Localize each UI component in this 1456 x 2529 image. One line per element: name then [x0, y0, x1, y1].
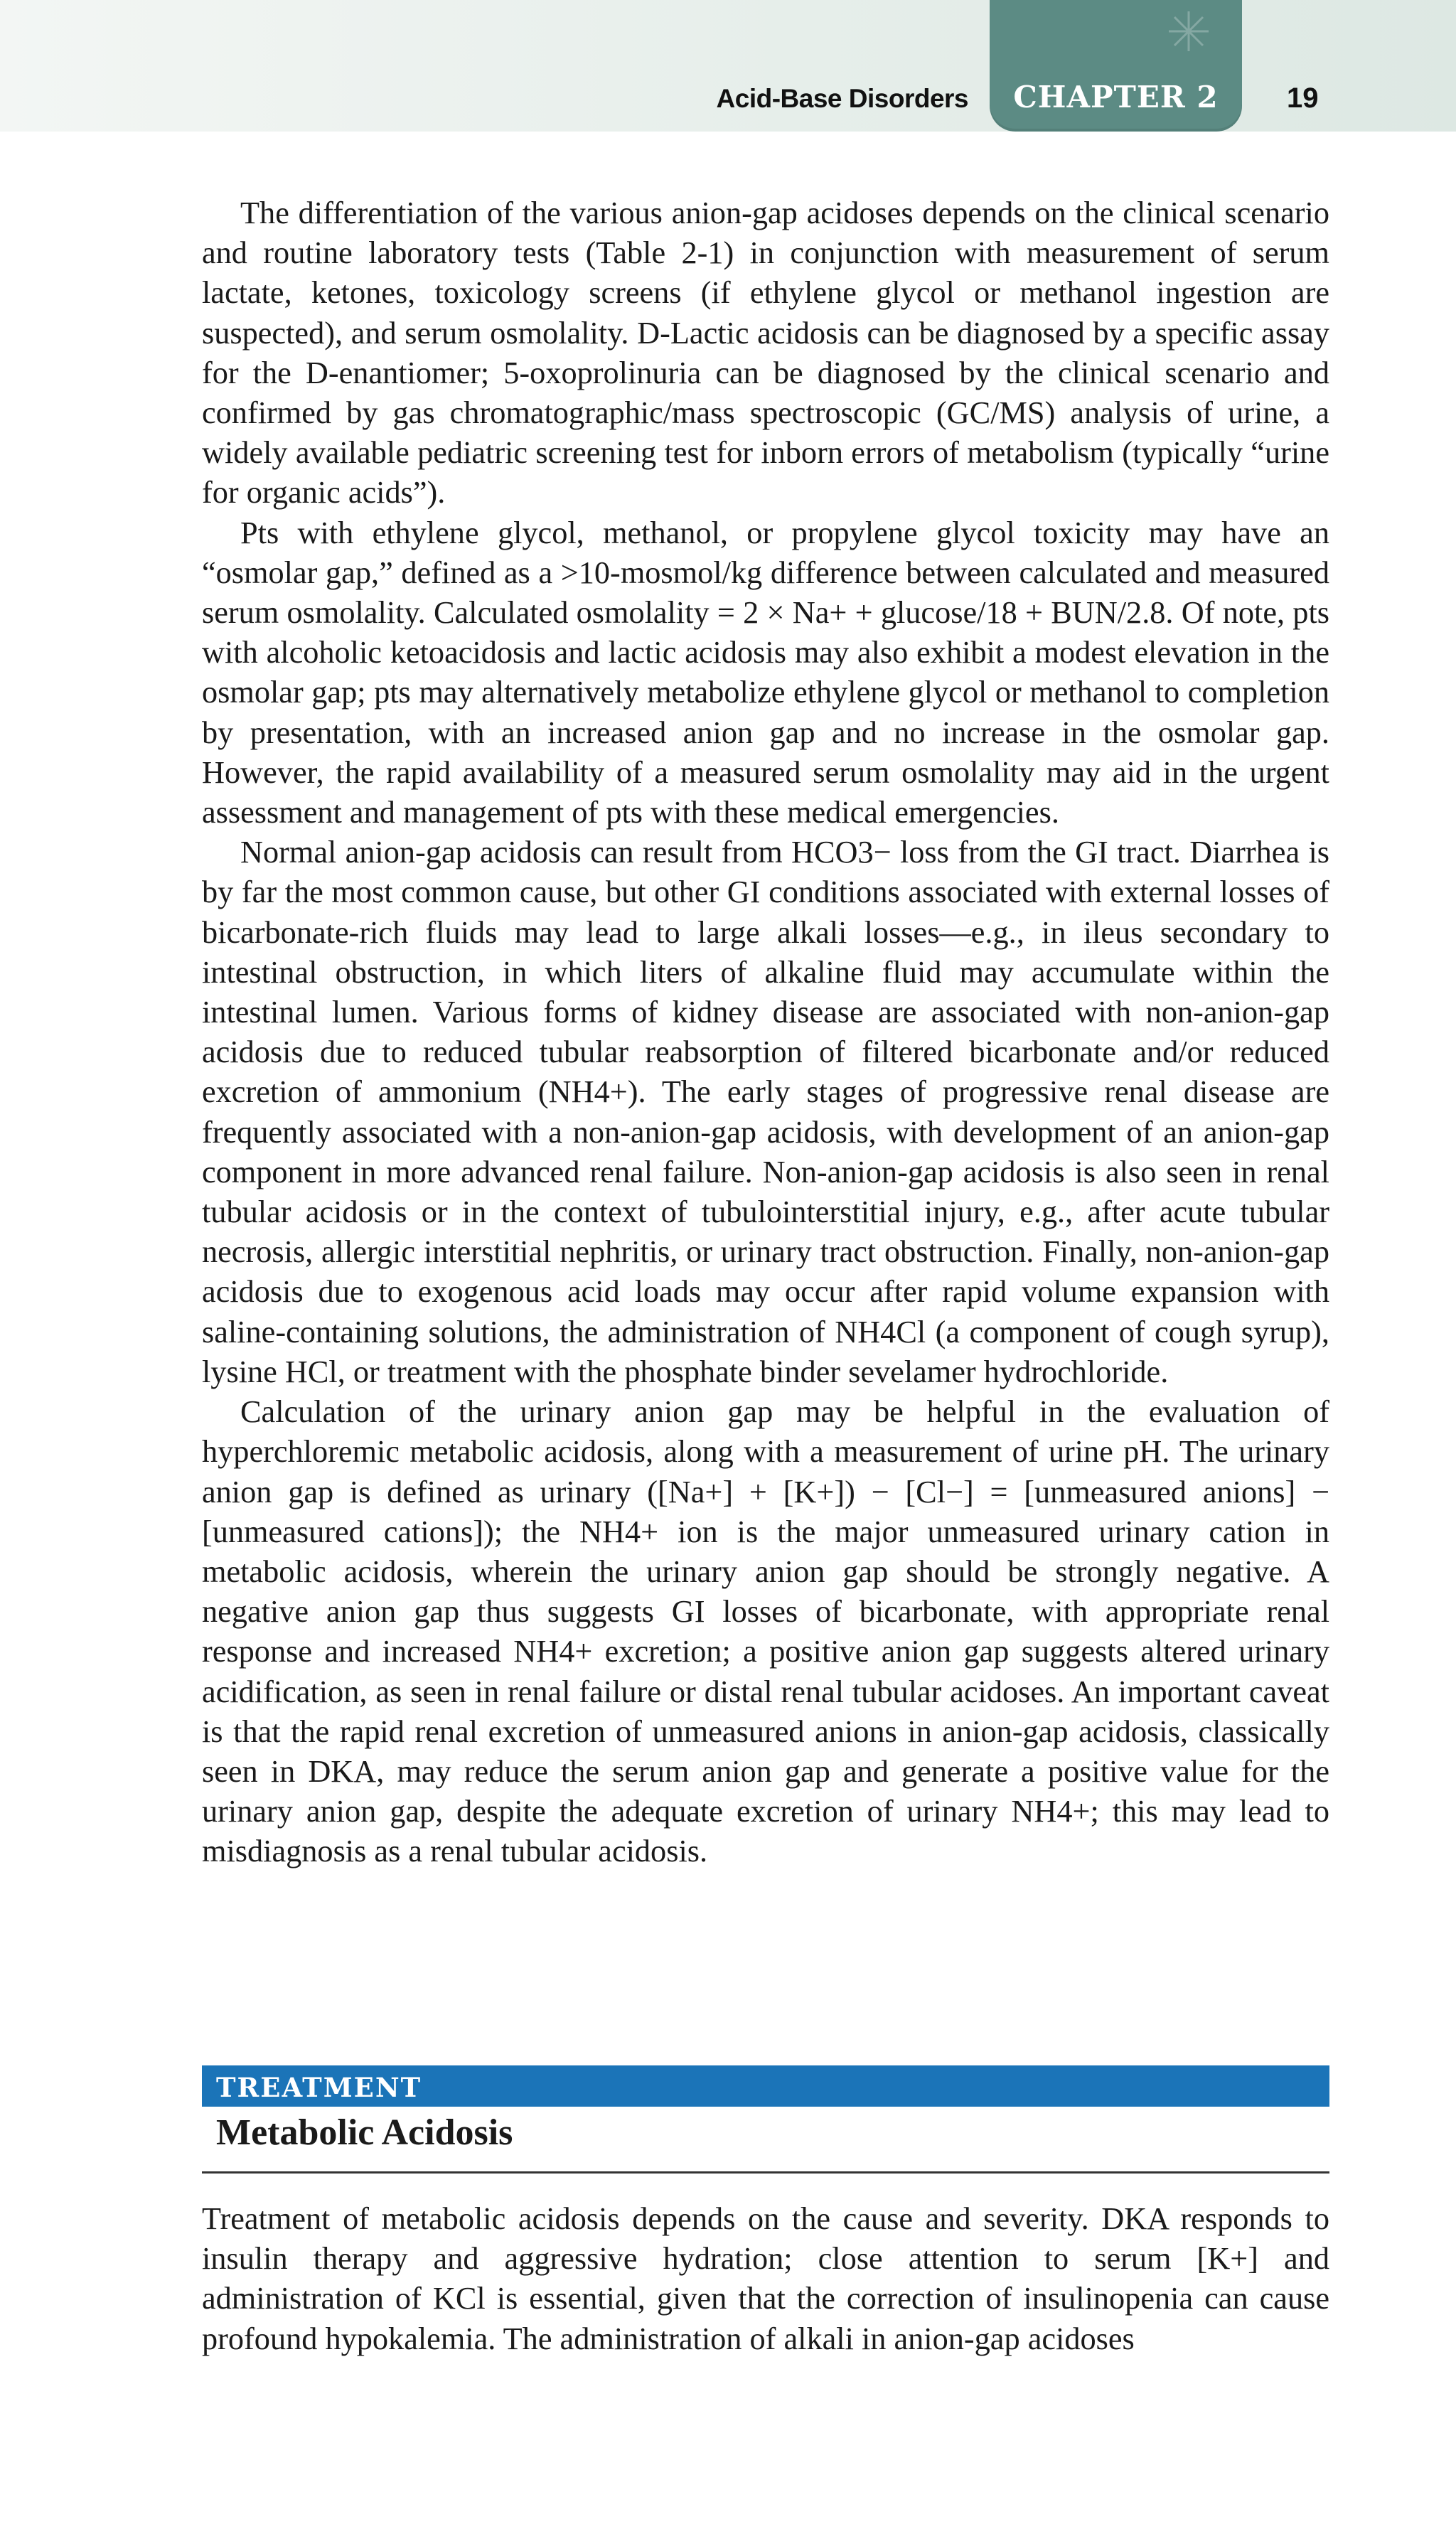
treatment-bar — [202, 2065, 1329, 2107]
page-number: 19 — [1287, 82, 1319, 114]
paragraph-2: Pts with ethylene glycol, methanol, or propylene glycol toxicity may have an “osmolar gap,” defined as a >10-mosmol/kg difference between calculated and measured serum osmolality. Calculated osmolality = 2 × Na+ + glucose/18 + BUN/2.8. Of note, pts with alcoholic ketoacidosis and lactic acidosis may also exhibit a modest elevation in the osmolar gap; pts may alternatively metabolize ethylene glycol or methanol to completion by presentation, with an increased anion gap and no increase in the osmolar gap. However, the rapid availability of a measured serum osmolality may aid in the urgent assessment and management of pts with these medical emergencies. — [202, 515, 1329, 830]
chapter-label: CHAPTER 2 — [1013, 80, 1219, 114]
paragraph-4: Calculation of the urinary anion gap may be helpful in the evaluation of hyperchloremic metabolic acidosis, along with a measurement of urine pH. The urinary anion gap is defined as urinary ([Na+] + [K+]) − [Cl−] = [unmeasured anions] − [unmeasured cations]); the NH4+ ion is the major unmeasured urinary cation in metabolic acidosis, wherein the urinary anion gap should be strongly negative. A negative anion gap thus suggests GI losses of bicarbonate, with appropriate renal response and increased NH4+ excretion; a positive anion gap suggests altered urinary acidification, as seen in renal failure or distal renal tubular acidoses. An important caveat is that the rapid renal excretion of unmeasured anions in anion-gap acidosis, classically seen in DKA, may reduce the serum anion gap and generate a positive value for the urinary anion gap, despite the adequate excretion of urinary NH4+; this may lead to misdiagnosis as a renal tubular acidosis. — [202, 1394, 1329, 1869]
paragraph-3: Normal anion-gap acidosis can result from HCO3− loss from the GI tract. Diarrhea is by far the most common cause, but other GI conditions associated with external losses of bicarbonate-rich fluids may lead to large alkali losses—e.g., in ileus secondary to intestinal obstruction, in which liters of alkaline fluid may accumulate within the intestinal lumen. Various forms of kidney disease are associated with non-anion-gap acidosis due to reduced tubular reabsorption of filtered bicarbonate and/or reduced excretion of ammonium (NH4+). The early stages of progressive renal disease are frequently associated with a non-anion-gap acidosis, with development of an anion-gap component in more advanced renal failure. Non-anion-gap acidosis is also seen in renal tubular acidosis or in the context of tubulointerstitial injury, e.g., after acute tubular necrosis, allergic interstitial nephritis, or urinary tract obstruction. Finally, non-anion-gap acidosis due to exogenous acid loads may occur after rapid volume expansion with saline-containing solutions, the administration of NH4Cl (a component of cough syrup), lysine HCl, or treatment with the phosphate binder sevelamer hydrochloride. — [202, 835, 1329, 1389]
running-title: Acid-Base Disorders — [716, 84, 968, 113]
section-divider — [202, 2171, 1329, 2174]
body-text — [202, 193, 1329, 1872]
treatment-text — [202, 2199, 1329, 2359]
chapter-decoration-icon — [1167, 10, 1210, 53]
paragraph-1: The differentiation of the various anion-gap acidoses depends on the clinical scenario and routine laboratory tests (Table 2-1) in conjunction with measurement of serum lactate, ketones, toxicology screens (if ethylene glycol or methanol ingestion are suspected), and serum osmolality. D-Lactic acidosis can be diagnosed by a specific assay for the D-enantiomer; 5-oxoprolinuria can be diagnosed by the clinical scenario and confirmed by gas chromatographic/mass spectroscopic (GC/MS) analysis of urine, a widely available pediatric screening test for inborn errors of metabolism (typically “urine for organic acids”). — [202, 196, 1329, 510]
chapter-tab — [990, 0, 1242, 132]
section-heading: Metabolic Acidosis — [216, 2112, 513, 2153]
treatment-paragraph: Treatment of metabolic acidosis depends on the cause and severity. DKA responds to insulin therapy and aggressive hydration; close attention to serum [K+] and administration of KCl is essential, given that the correction of insulinopenia can cause profound hypokalemia. The administration of alkali in anion-gap acidoses — [202, 2201, 1329, 2356]
treatment-label: TREATMENT — [216, 2072, 422, 2103]
